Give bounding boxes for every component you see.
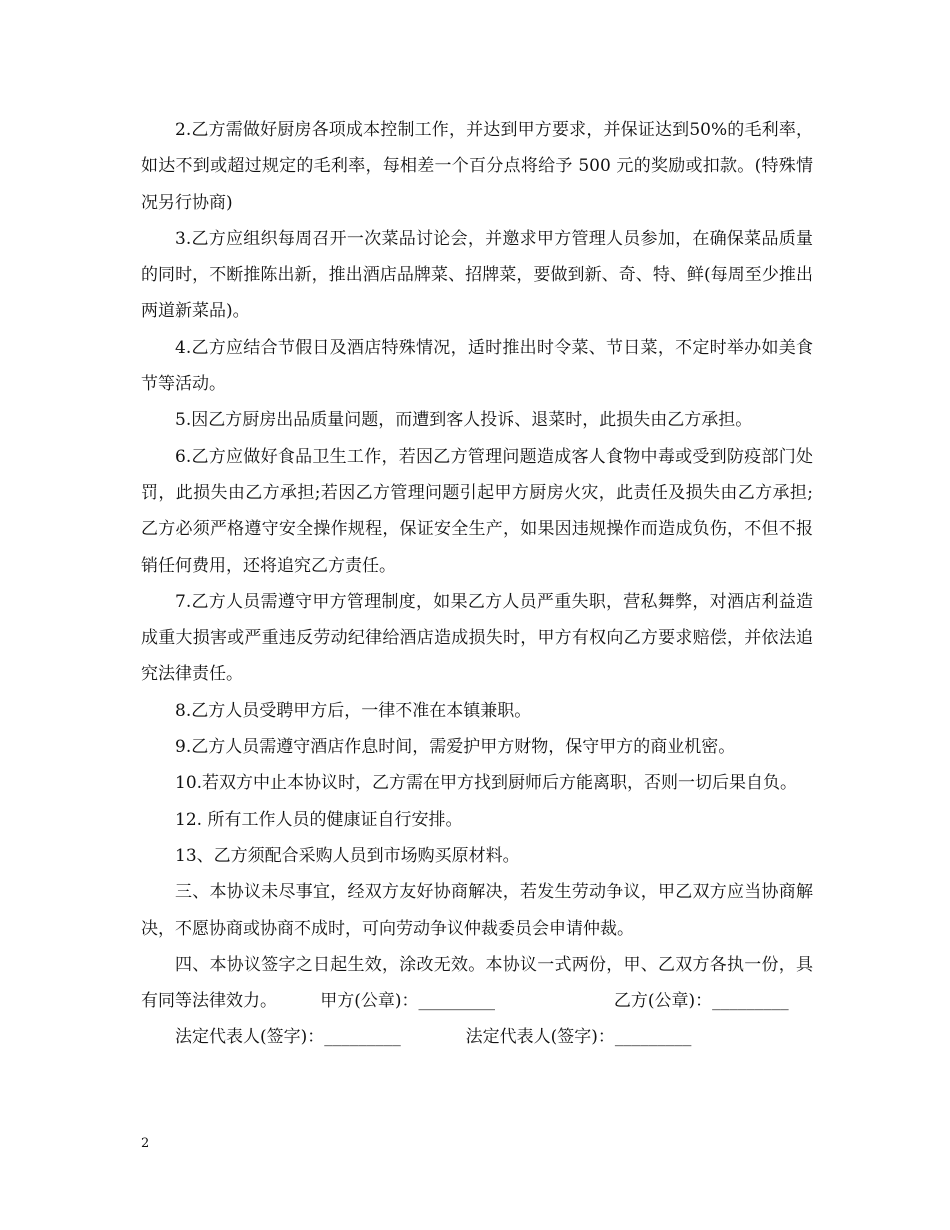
paragraph-clause-6: 6.乙方应做好食品卫生工作，若因乙方管理问题造成客人食物中毒或受到防疫部门处罚，此损失由乙方承担;若因乙方管理问题引起甲方厨房火灾，此责任及损失由乙方承担;乙方必须严格遵守安全操作规程，保证安全生产，如果因违规操作而造成负伤，不但不报销任何费用，还将追究乙方责任。 [141, 446, 813, 576]
document-body [141, 112, 813, 1056]
paragraph-clause-10: 10.若双方中止本协议时，乙方需在甲方找到厨师后方能离职，否则一切后果自负。 [175, 773, 798, 794]
paragraph-clause-5: 5.因乙方厨房出品质量问题，而遭到客人投诉、退菜时，此损失由乙方承担。 [175, 410, 753, 431]
page-number: 2 [141, 1136, 150, 1151]
paragraph-section-4: 四、本协议签字之日起生效，涂改无效。本协议一式两份，甲、乙双方各执一份，具有同等法律效力。 甲方(公章)：_________ 乙方(公章)：_________ [141, 954, 813, 1012]
paragraph-clause-13: 13、乙方须配合采购人员到市场购买原材料。 [175, 845, 520, 866]
paragraph-clause-2: 2.乙方需做好厨房各项成本控制工作，并达到甲方要求，并保证达到50%的毛利率，如达不到或超过规定的毛利率，每相差一个百分点将给予 500 元的奖励或扣款。(特殊情况另行协商) [141, 120, 813, 213]
paragraph-clause-4: 4.乙方应结合节假日及酒店特殊情况，适时推出时令菜、节日菜，不定时举办如美食节等活动。 [141, 337, 813, 395]
paragraph-clause-3: 3.乙方应组织每周召开一次菜品讨论会，并邀求甲方管理人员参加，在确保菜品质量的同时，不断推陈出新，推出酒店品牌菜、招牌菜，要做到新、奇、特、鲜(每周至少推出两道新菜品)。 [141, 228, 813, 322]
paragraph-clause-8: 8.乙方人员受聘甲方后，一律不准在本镇兼职。 [175, 700, 532, 721]
paragraph-clause-7: 7.乙方人员需遵守甲方管理制度，如果乙方人员严重失职，营私舞弊，对酒店利益造成重大损害或严重违反劳动纪律给酒店造成损失时，甲方有权向乙方要求赔偿，并依法追究法律责任。 [141, 591, 813, 685]
signature-line: 法定代表人(签字)：_________ 法定代表人(签字)：_________ [175, 1027, 692, 1048]
paragraph-section-3: 三、本协议未尽事宜，经双方友好协商解决，若发生劳动争议，甲乙双方应当协商解决，不愿协商或协商不成时，可向劳动争议仲裁委员会申请仲裁。 [141, 882, 813, 939]
paragraph-clause-9: 9.乙方人员需遵守酒店作息时间，需爱护甲方财物，保守甲方的商业机密。 [175, 737, 736, 758]
paragraph-clause-12: 12. 所有工作人员的健康证自行安排。 [175, 809, 463, 830]
